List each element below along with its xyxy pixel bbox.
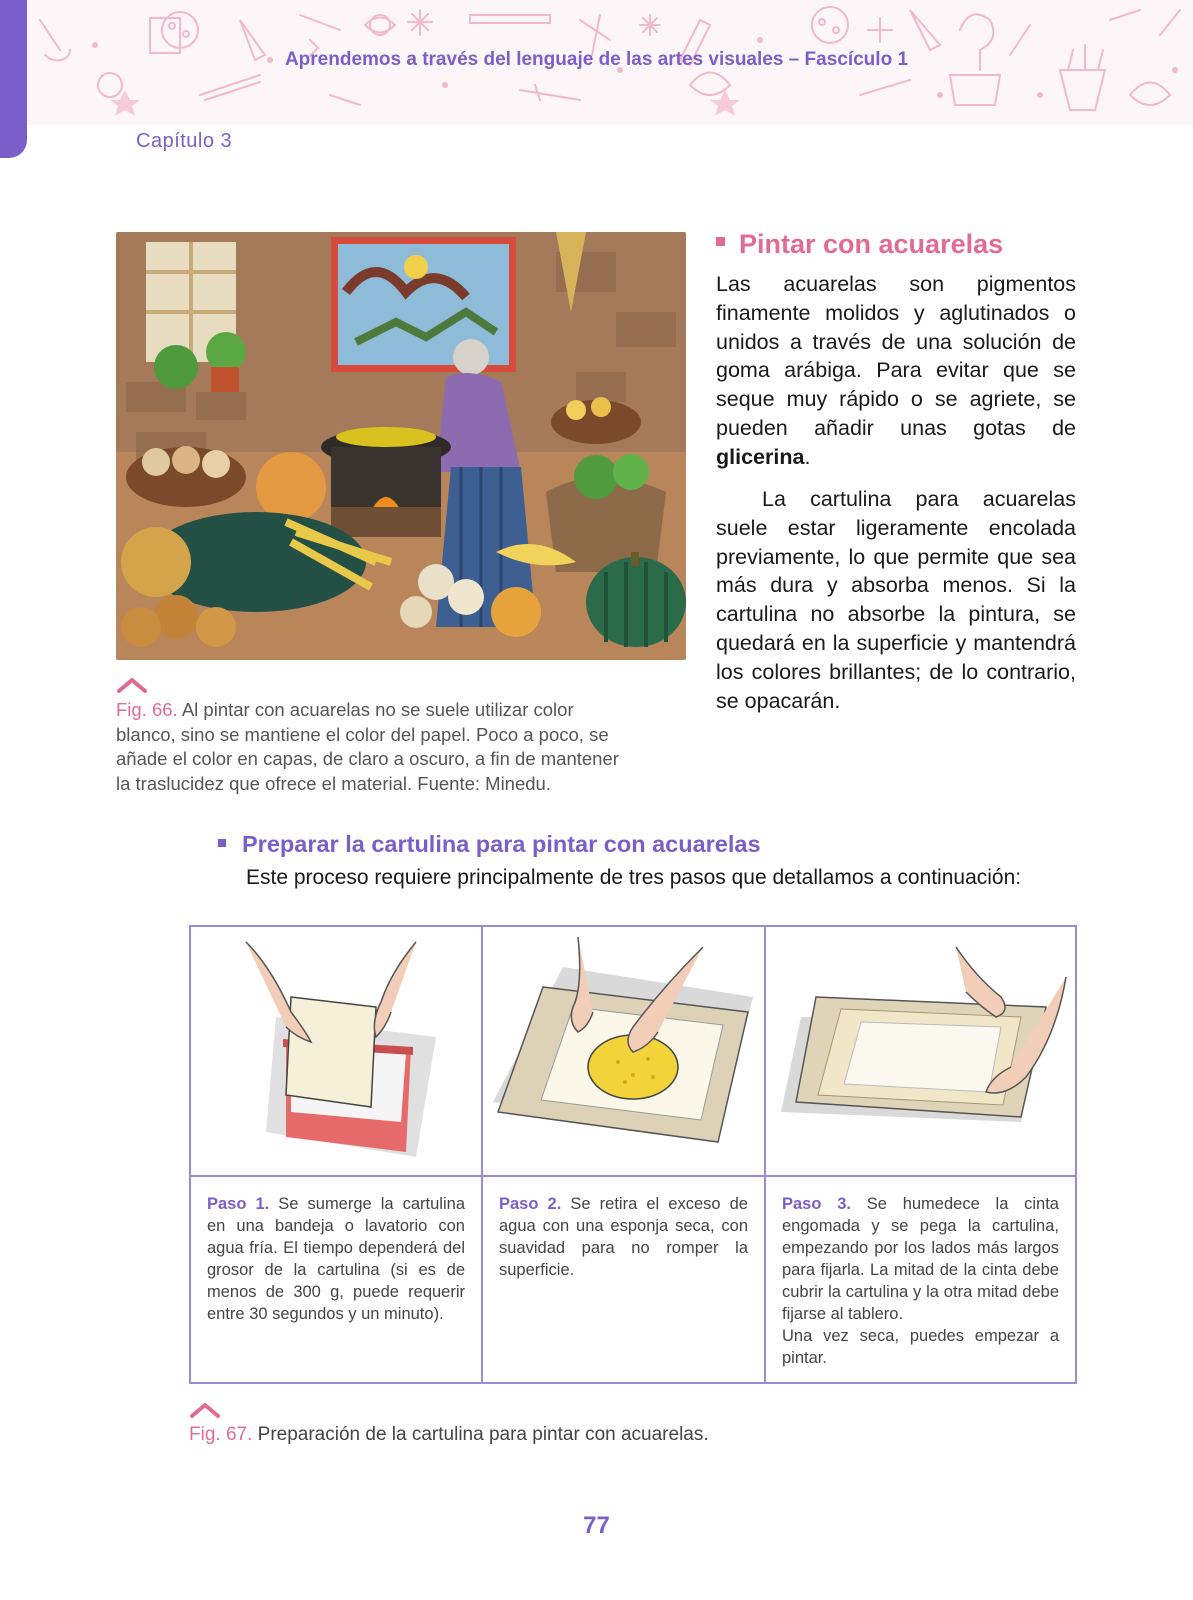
- step-3-illustration: [766, 927, 1075, 1177]
- step-1-illustration: [191, 927, 481, 1177]
- steps-table: [189, 925, 1077, 1384]
- subsection-title: Preparar la cartulina para pintar con acuarelas: [242, 831, 761, 857]
- paragraph-1-end: .: [804, 444, 811, 469]
- step-3-note: Una vez seca, puedes empezar a pintar.: [782, 1327, 1059, 1367]
- page-number: 77: [583, 1512, 610, 1539]
- section-title: Pintar con acuarelas: [739, 229, 1004, 259]
- watercolor-painting-image: [116, 232, 686, 660]
- step-2-illustration: [483, 927, 764, 1177]
- figure-67-caption: [189, 1424, 709, 1446]
- subsection-intro: Este proceso requiere principalmente de tres pasos que detallamos a continuación:: [246, 866, 1022, 889]
- step-3-text: [782, 1193, 1059, 1369]
- step-3-label: Paso 3.: [782, 1195, 851, 1213]
- caret-up-icon: [189, 1401, 221, 1419]
- paragraph-2: La cartulina para acuarelas suele estar ligeramente encolada previamente, lo que permite que sea más dura y absorba menos. Si la cartulina no absorbe la pintura, se quedará en la superficie y mantendrá los colores brillantes; de lo contrario, se opacarán.: [716, 487, 1076, 713]
- square-bullet-icon: [218, 839, 226, 847]
- step-1-text: [207, 1193, 465, 1325]
- step-2-label: Paso 2.: [499, 1195, 562, 1213]
- step-1-description: Se sumerge la cartulina en una bandeja o lavatorio con agua fría. El tiempo dependerá del grosor de la cartulina (si es de menos de 300 g, puede requerir entre 30 segundos y un minuto).: [207, 1195, 465, 1323]
- chapter-side-tab: [0, 0, 27, 158]
- step-2-text: [499, 1193, 748, 1281]
- step-1-cell: [191, 927, 481, 1382]
- figure-67-text: Preparación de la cartulina para pintar con acuarelas.: [257, 1424, 709, 1445]
- figure-66-text: Al pintar con acuarelas no se suele utilizar color blanco, sino se mantiene el color del papel. Poco a poco, se añade el color en capas, de claro a oscuro, a fin de mantener la traslucidez que ofrece el material. Fuente: Minedu.: [116, 699, 619, 794]
- step-2-cell: [481, 927, 764, 1382]
- figure-66-label: Fig. 66.: [116, 699, 178, 720]
- glicerina-term: glicerina: [716, 444, 805, 469]
- step-3-cell: [764, 927, 1075, 1382]
- paragraph-1: [716, 270, 1076, 472]
- chapter-label: Capítulo 3: [136, 130, 233, 152]
- subsection-heading: [218, 831, 761, 858]
- square-bullet-icon: [716, 237, 725, 246]
- step-2-description: Se retira el exceso de agua con una esponja seca, con suavidad para no romper la superficie.: [499, 1195, 748, 1279]
- paragraph-1-text: Las acuarelas son pigmentos finamente molidos y aglutinados o unidos a través de una solución de goma arábiga. Para evitar que se seque muy rápido o se agriete, se pueden añadir unas gotas de: [716, 272, 1076, 440]
- caret-up-icon: [116, 676, 148, 694]
- figure-67-label: Fig. 67.: [189, 1424, 253, 1445]
- step-3-description: Se humedece la cinta engomada y se pega la cartulina, empezando por los lados más largos para fijarla. La mitad de la cinta debe cubrir la cartulina y la otra mitad debe fijarse al tablero.: [782, 1195, 1059, 1323]
- series-title: Aprendemos a través del lenguaje de las artes visuales – Fascículo 1: [284, 49, 909, 70]
- section-heading: [716, 229, 1003, 260]
- step-1-label: Paso 1.: [207, 1195, 270, 1213]
- figure-66-caption: [116, 698, 636, 796]
